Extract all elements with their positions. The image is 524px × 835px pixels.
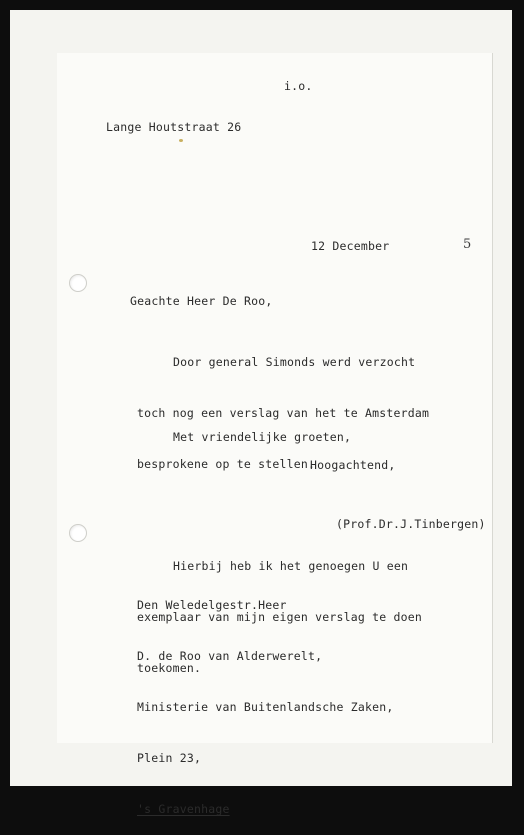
- recipient-address: [137, 563, 393, 835]
- sender-mark: i.o.: [284, 79, 313, 93]
- closing: Met vriendelijke groeten,: [173, 430, 352, 444]
- recipient-line: Plein 23,: [137, 751, 202, 765]
- salutation: Geachte Heer De Roo,: [130, 294, 273, 308]
- body-line: toch nog een verslag van het te Amsterdam: [137, 406, 430, 420]
- punch-hole-top: [69, 274, 87, 292]
- recipient-line: D. de Roo van Alderwerelt,: [137, 649, 323, 663]
- signature-line: (Prof.Dr.J.Tinbergen): [336, 517, 486, 531]
- body-line: Door general Simonds werd verzocht: [173, 355, 416, 369]
- letter-date: 12 December: [311, 239, 390, 253]
- recipient-line: Den Weledelgestr.Heer: [137, 598, 287, 612]
- punch-hole-bottom: [69, 524, 87, 542]
- body-line: toekomen.: [137, 661, 202, 675]
- recipient-line: Ministerie van Buitenlandsche Zaken,: [137, 700, 394, 714]
- ink-mark: [179, 139, 183, 142]
- body-line: Hierbij heb ik het genoegen U een: [173, 559, 409, 573]
- page-number: 5: [463, 237, 472, 252]
- body-line: exemplaar van mijn eigen verslag te doen: [137, 610, 422, 624]
- recipient-city: 's Gravenhage: [137, 802, 230, 816]
- sign-off: Hoogachtend,: [310, 458, 396, 472]
- sender-address: Lange Houtstraat 26: [106, 120, 242, 134]
- body-line: besprokene op te stellen.: [137, 457, 316, 471]
